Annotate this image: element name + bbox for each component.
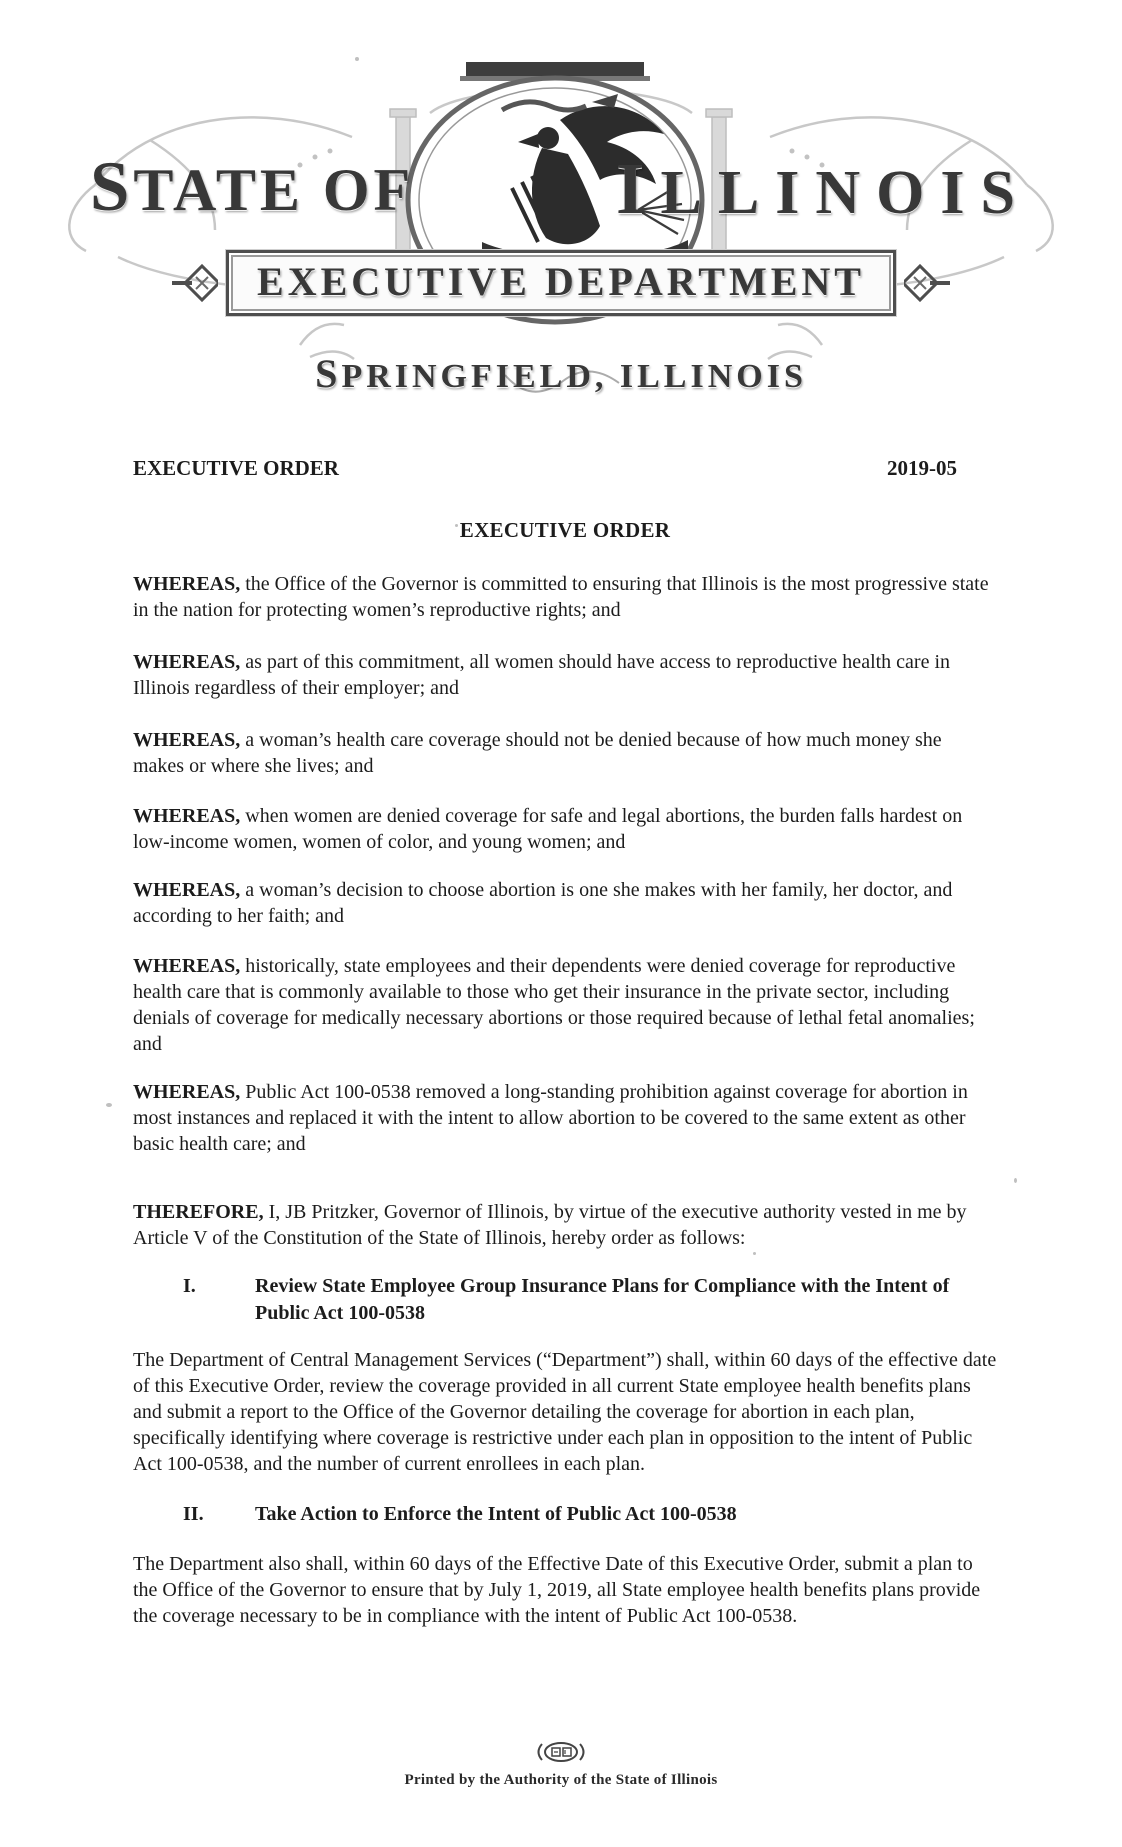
scan-artifact bbox=[455, 524, 458, 527]
whereas-paragraph bbox=[133, 571, 997, 623]
whereas-lead: WHEREAS, bbox=[133, 879, 241, 901]
whereas-lead: WHEREAS, bbox=[133, 1081, 241, 1103]
therefore-lead: THEREFORE, bbox=[133, 1201, 264, 1223]
document-body bbox=[133, 455, 997, 1629]
order-meta-row bbox=[133, 455, 997, 481]
whereas-paragraph bbox=[133, 1079, 997, 1157]
whereas-paragraph bbox=[133, 649, 997, 701]
whereas-text: Public Act 100-0538 removed a long-standing prohibition against coverage for abortion in most instances and replaced it with the intent to allow abortion to be covered to the same extent as other basic health care; and bbox=[133, 1081, 968, 1155]
section-body-1: The Department of Central Management Services (“Department”) shall, within 60 days of the effective date of this Executive Order, review the coverage provided in all current State employee health benefits plans and submit a report to the Office of the Governor detailing the coverage for abortion in each plan, specifically identifying where coverage is restrictive under each plan in opposition to the intent of Public Act 100-0538, and the number of current enrollees in each plan. bbox=[133, 1349, 997, 1475]
whereas-lead: WHEREAS, bbox=[133, 651, 241, 673]
page-footer bbox=[0, 1740, 1122, 1789]
section-heading: Take Action to Enforce the Intent of Public Act 100-0538 bbox=[255, 1503, 737, 1525]
whereas-text: a woman’s decision to choose abortion is one she makes with her family, her doctor, and according to her faith; and bbox=[133, 879, 953, 927]
whereas-paragraph bbox=[133, 877, 997, 929]
section-number: II. bbox=[183, 1503, 204, 1525]
section-heading-2 bbox=[133, 1501, 997, 1528]
whereas-text: a woman’s health care coverage should not be denied because of how much money she makes or where she lives; and bbox=[133, 729, 942, 777]
whereas-lead: WHEREAS, bbox=[133, 955, 241, 977]
union-bug-icon bbox=[534, 1740, 588, 1764]
whereas-text: historically, state employees and their dependents were denied coverage for reproductive health care that is commonly available to those who get their insurance in the private sector, including denials of coverage for medically necessary abortions or those required because of lethal fetal anomalies; and bbox=[133, 955, 975, 1055]
printed-by-authority-line: Printed by the Authority of the State of Illinois bbox=[404, 1772, 718, 1788]
letterhead-illinois: ILLINOIS bbox=[616, 148, 1031, 229]
scan-artifact bbox=[106, 1103, 112, 1107]
scan-artifact bbox=[355, 57, 359, 61]
whereas-paragraph bbox=[133, 727, 997, 779]
section-body-2: The Department also shall, within 60 days of the Effective Date of this Executive Order, submit a plan to the Office of the Governor to ensure that by July 1, 2019, all State employee health benefits plans provide the coverage necessary to be in compliance with the intent of Public Act 100-0538. bbox=[133, 1553, 981, 1627]
order-label: EXECUTIVE ORDER bbox=[133, 456, 339, 480]
whereas-lead: WHEREAS, bbox=[133, 805, 241, 827]
section-heading: Review State Employee Group Insurance Plans for Compliance with the Intent of Public Act 100-0538 bbox=[255, 1275, 950, 1324]
therefore-text: I, JB Pritzker, Governor of Illinois, by virtue of the executive authority vested in me by Article V of the Constitution of the State of Illinois, hereby order as follows: bbox=[133, 1201, 967, 1249]
order-number: 2019-05 bbox=[887, 456, 957, 480]
section-number: I. bbox=[183, 1275, 196, 1297]
whereas-lead: WHEREAS, bbox=[133, 729, 241, 751]
whereas-lead: WHEREAS, bbox=[133, 573, 241, 595]
letterhead-location: SPRINGFIELD, ILLINOIS bbox=[315, 351, 807, 396]
document-title: EXECUTIVE ORDER bbox=[459, 518, 671, 542]
section-heading-1 bbox=[133, 1273, 997, 1327]
whereas-paragraph bbox=[133, 953, 997, 1057]
letterhead-state-of: STATE OF bbox=[90, 148, 415, 226]
banner-ornament-left-icon bbox=[172, 263, 218, 303]
therefore-paragraph bbox=[133, 1199, 997, 1251]
banner-title: EXECUTIVE DEPARTMENT bbox=[257, 259, 865, 304]
whereas-text: when women are denied coverage for safe and legal abortions, the burden falls hardest on low-income women, women of color, and young women; and bbox=[133, 805, 963, 853]
scan-artifact bbox=[753, 1252, 756, 1255]
executive-department-banner bbox=[0, 250, 1122, 316]
scan-artifact bbox=[1014, 1178, 1017, 1183]
whereas-text: the Office of the Governor is committed to ensuring that Illinois is the most progressive state in the nation for protecting women’s reproductive rights; and bbox=[133, 573, 989, 621]
banner-ornament-right-icon bbox=[904, 263, 950, 303]
whereas-text: as part of this commitment, all women should have access to reproductive health care in Illinois regardless of their employer; and bbox=[133, 651, 951, 699]
banner-box bbox=[226, 250, 896, 316]
whereas-paragraph bbox=[133, 803, 997, 855]
